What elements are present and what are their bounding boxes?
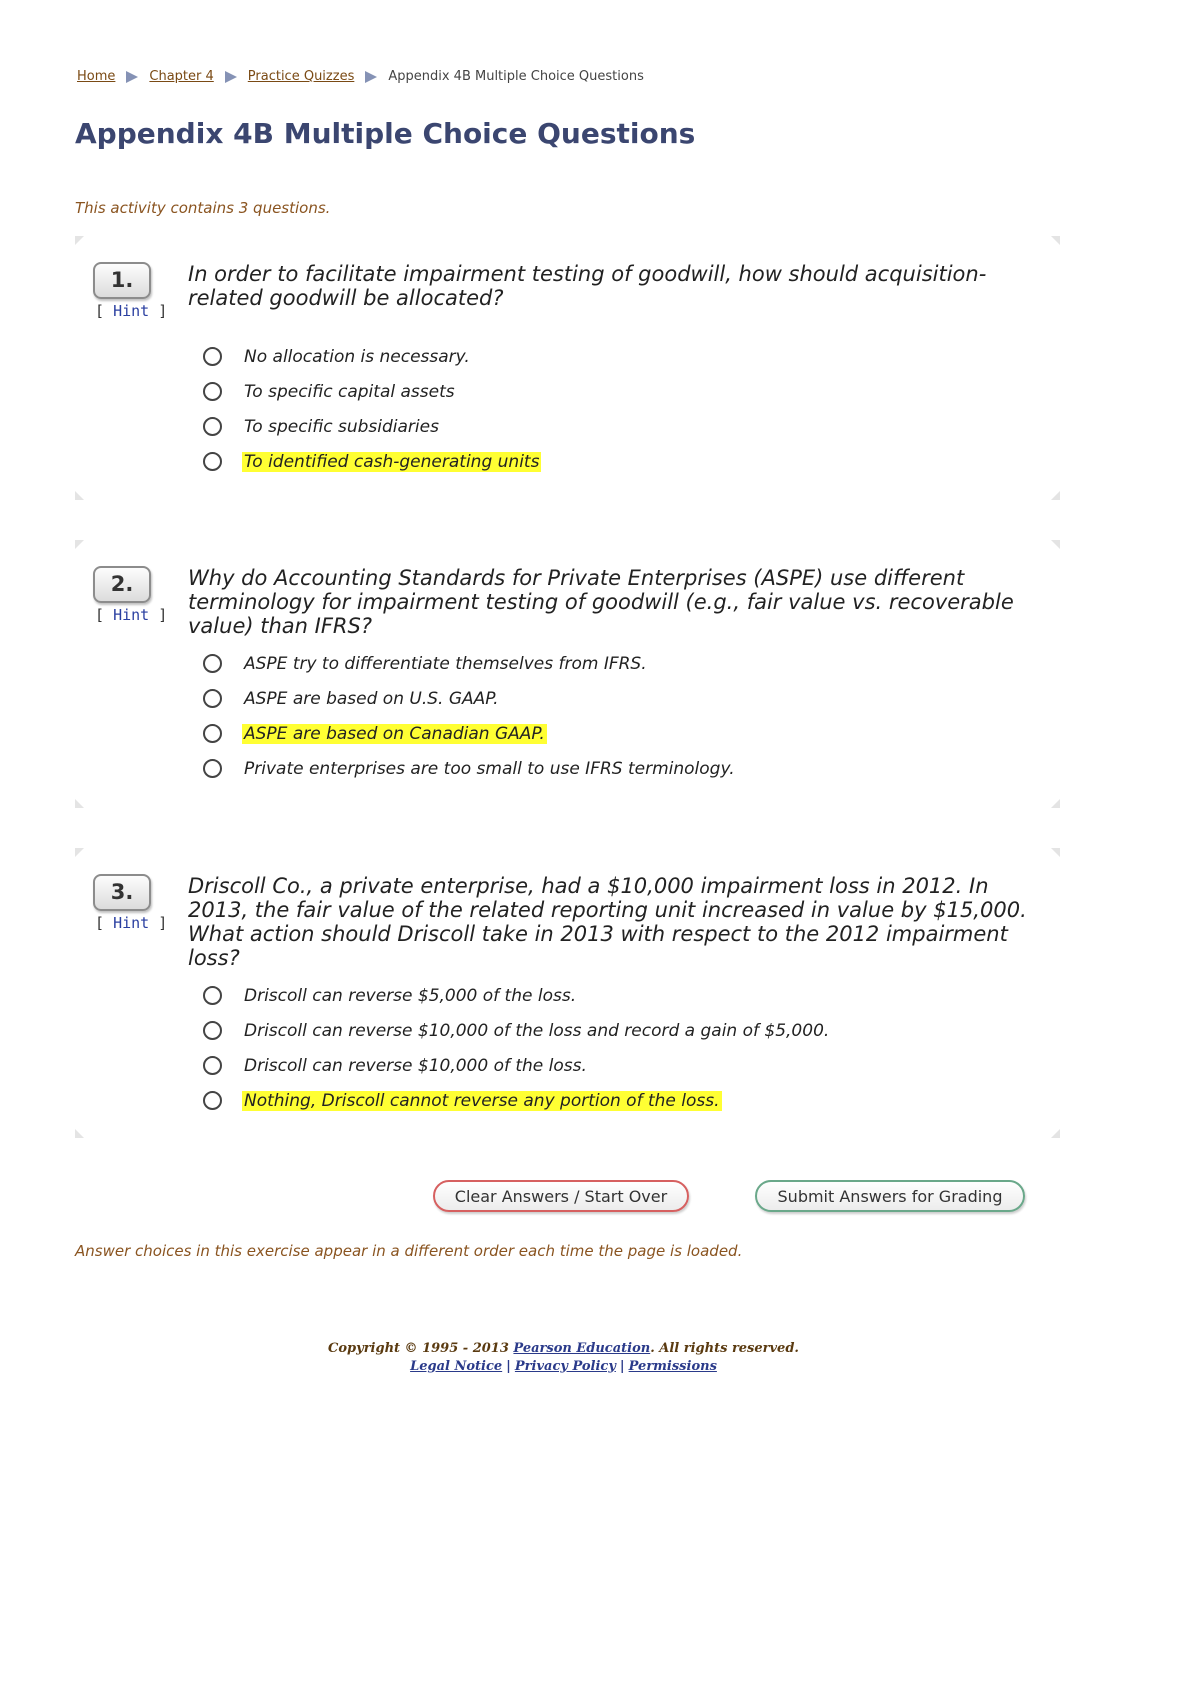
submit-answers-button[interactable]: Submit Answers for Grading <box>755 1180 1025 1212</box>
box-corner <box>75 848 84 857</box>
breadcrumb-arrow-icon <box>365 71 377 83</box>
radio-button[interactable] <box>203 382 222 401</box>
radio-button[interactable] <box>203 986 222 1005</box>
radio-button[interactable] <box>203 417 222 436</box>
choice-label: No allocation is necessary. <box>244 346 470 367</box>
box-corner <box>1051 540 1060 549</box>
breadcrumb-arrow-icon <box>126 71 138 83</box>
choice-item[interactable] <box>203 409 541 444</box>
breadcrumb-quizzes-link[interactable]: Practice Quizzes <box>247 69 355 84</box>
link-separator: | <box>619 1359 625 1374</box>
radio-button[interactable] <box>203 689 222 708</box>
choice-label-highlighted: ASPE are based on Canadian GAAP. <box>244 723 545 744</box>
box-corner <box>75 1129 84 1138</box>
choice-label: To specific subsidiaries <box>244 416 439 437</box>
hint-link[interactable]: Hint <box>113 914 150 932</box>
choice-label: Private enterprises are too small to use IFRS terminology. <box>244 758 735 779</box>
copyright-text: Copyright © 1995 - 2013 <box>328 1341 509 1356</box>
box-corner <box>75 540 84 549</box>
radio-button[interactable] <box>203 347 222 366</box>
choice-label: Driscoll can reverse $10,000 of the loss. <box>244 1055 587 1076</box>
box-corner <box>1051 491 1060 500</box>
radio-button[interactable] <box>203 452 222 471</box>
choice-label: To specific capital assets <box>244 381 455 402</box>
radio-button[interactable] <box>203 1056 222 1075</box>
order-footnote: Answer choices in this exercise appear in a different order each time the page is loaded. <box>75 1242 743 1260</box>
choice-label: Driscoll can reverse $10,000 of the loss and record a gain of $5,000. <box>244 1020 830 1041</box>
link-separator: | <box>506 1359 511 1374</box>
choice-item[interactable] <box>203 716 737 751</box>
radio-button[interactable] <box>203 724 222 743</box>
choice-item[interactable] <box>203 339 541 374</box>
radio-button[interactable] <box>203 654 222 673</box>
choice-item[interactable] <box>203 444 541 479</box>
hint-link[interactable]: Hint <box>113 606 150 624</box>
question-3 <box>75 848 1060 1138</box>
copyright-line <box>0 1340 1127 1358</box>
breadcrumb-chapter-link[interactable]: Chapter 4 <box>149 69 214 84</box>
choice-item[interactable] <box>203 374 541 409</box>
choice-item[interactable] <box>203 751 737 786</box>
choice-item[interactable] <box>203 978 831 1013</box>
activity-intro: This activity contains 3 questions. <box>75 199 331 217</box>
permissions-link[interactable]: Permissions <box>628 1359 717 1374</box>
breadcrumb-home-link[interactable]: Home <box>77 69 116 84</box>
breadcrumb <box>77 69 644 84</box>
question-number-badge: 1. <box>93 262 151 299</box>
hint-control: [ Hint ] <box>95 606 168 624</box>
choice-item[interactable] <box>203 681 737 716</box>
question-text: In order to facilitate impairment testing of goodwill, how should acquisition-related goodwill be allocated? <box>188 262 987 310</box>
radio-button[interactable] <box>203 759 222 778</box>
question-number-badge: 2. <box>93 566 151 603</box>
clear-answers-button[interactable]: Clear Answers / Start Over <box>433 1180 689 1212</box>
breadcrumb-current: Appendix 4B Multiple Choice Questions <box>388 69 644 84</box>
question-2 <box>75 540 1060 808</box>
page-title: Appendix 4B Multiple Choice Questions <box>75 117 696 150</box>
box-corner <box>1051 848 1060 857</box>
hint-control: [ Hint ] <box>95 302 168 320</box>
choice-list <box>203 339 541 479</box>
radio-button[interactable] <box>203 1021 222 1040</box>
legal-notice-link[interactable]: Legal Notice <box>410 1359 503 1374</box>
radio-button[interactable] <box>203 1091 222 1110</box>
box-corner <box>75 491 84 500</box>
question-text: Why do Accounting Standards for Private Enterprises (ASPE) use different terminology for impairment testing of goodwill (e.g., fair value vs. recoverable value) than IFRS? <box>188 566 1014 638</box>
choice-item[interactable] <box>203 646 737 681</box>
box-corner <box>75 236 84 245</box>
publisher-link[interactable]: Pearson Education <box>513 1341 651 1356</box>
box-corner <box>75 799 84 808</box>
choice-label-highlighted: To identified cash-generating units <box>244 451 540 472</box>
question-number-badge: 3. <box>93 874 151 911</box>
choice-item[interactable] <box>203 1048 831 1083</box>
choice-list <box>203 978 831 1118</box>
choice-label: Driscoll can reverse $5,000 of the loss. <box>244 985 577 1006</box>
choice-item[interactable] <box>203 1013 831 1048</box>
box-corner <box>1051 1129 1060 1138</box>
box-corner <box>1051 236 1060 245</box>
breadcrumb-arrow-icon <box>225 71 237 83</box>
copyright-footer <box>0 1340 1127 1376</box>
choice-item[interactable] <box>203 1083 831 1118</box>
choice-list <box>203 646 737 786</box>
question-text: Driscoll Co., a private enterprise, had a $10,000 impairment loss in 2012. In 2013, the fair value of the related reporting unit increased in value by $15,000. What action should Driscoll take in 2013 with respect to the 2012 impairment loss? <box>188 874 1027 970</box>
choice-label: ASPE are based on U.S. GAAP. <box>244 688 499 709</box>
choice-label-highlighted: Nothing, Driscoll cannot reverse any portion of the loss. <box>244 1090 720 1111</box>
hint-link[interactable]: Hint <box>113 302 150 320</box>
hint-control: [ Hint ] <box>95 914 168 932</box>
privacy-policy-link[interactable]: Privacy Policy <box>514 1359 616 1374</box>
choice-label: ASPE try to differentiate themselves from IFRS. <box>244 653 647 674</box>
box-corner <box>1051 799 1060 808</box>
question-1 <box>75 236 1060 500</box>
footer-links <box>0 1358 1127 1376</box>
rights-text: . All rights reserved. <box>650 1341 799 1356</box>
